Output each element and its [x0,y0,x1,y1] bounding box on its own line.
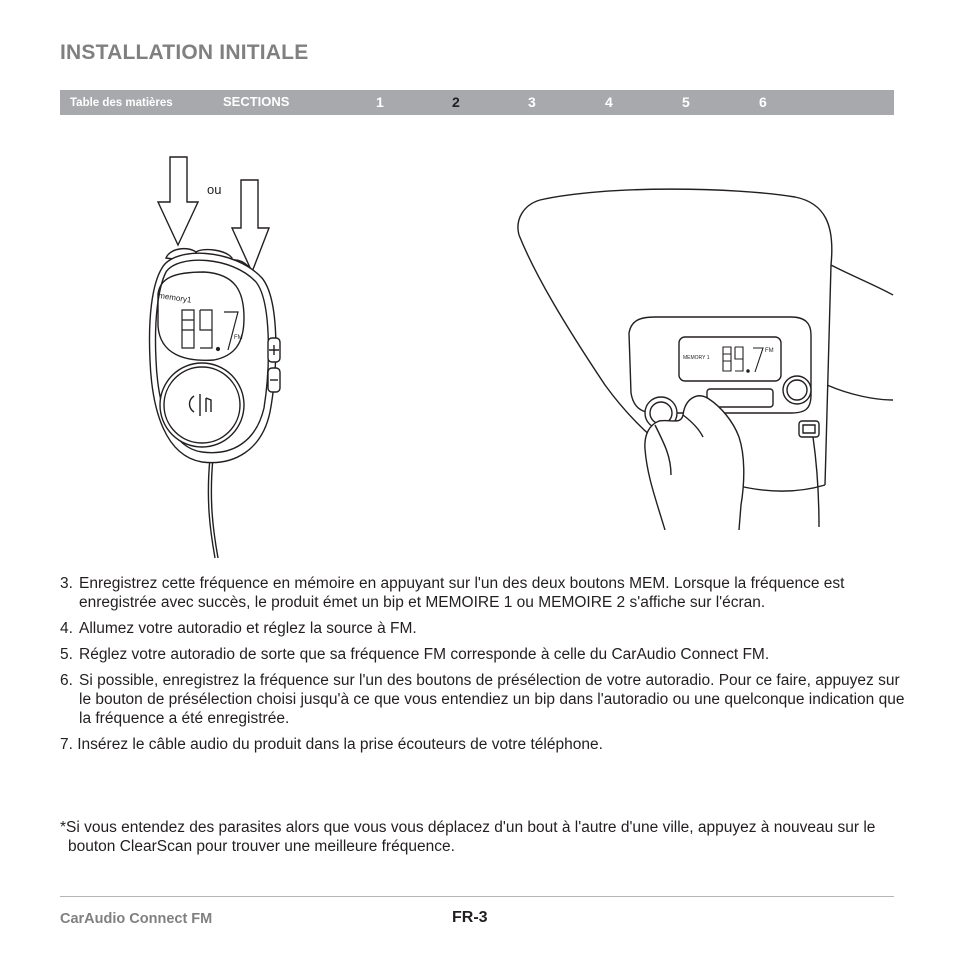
nav-section-1[interactable]: 1 [376,94,384,110]
clearscan-note: *Si vous entendez des parasites alors que vous vous déplacez d'un bout à l'autre d'une ville, appuyez à nouveau sur le bouton ClearScan pour trouver une meilleure fréquence. [60,819,876,855]
step-text: Réglez votre autoradio de sorte que sa fréquence FM corresponde à celle du CarAudio Connect FM. [79,646,770,663]
nav-section-4[interactable]: 4 [605,94,613,110]
transmitter-illustration [140,150,300,560]
footer-product-name: CarAudio Connect FM [60,911,213,927]
step-text: Si possible, enregistrez la fréquence sur l'un des boutons de présélection de votre autoradio. Pour ce faire, appuyez sur le bouton de présélection choisi jusqu'à ce que vous entendiez un bip dans l'autoradio ou une quelconque indication que la fréquence a été enregistrée. [79,672,905,727]
device-band-label: FM [234,335,243,341]
step-number: 7. [60,736,73,753]
nav-section-2[interactable]: 2 [452,94,460,110]
radio-band-label: FM [765,348,774,354]
device-memory-label: memory1 [157,291,192,305]
footer-divider [60,896,894,897]
step-3 [60,574,910,612]
step-text: Enregistrez cette fréquence en mémoire en appuyant sur l'un des deux boutons MEM. Lorsque la fréquence est enregistrée avec succès, le produit émet un bip et MEMOIRE 1 ou MEMOIRE 2 s'affiche sur l'écran. [79,575,845,611]
radio-memory-label: MEMORY 1 [683,355,710,361]
step-text: Allumez votre autoradio et réglez la source à FM. [79,620,417,637]
nav-section-5[interactable]: 5 [682,94,690,110]
car-radio-illustration [495,185,895,530]
page-title: INSTALLATION INITIALE [60,41,309,64]
step-number: 3. [60,575,73,592]
section-navbar [60,90,894,115]
press-arrow-right-icon [232,180,269,272]
step-6 [60,671,910,728]
step-number: 4. [60,620,73,637]
nav-section-3[interactable]: 3 [528,94,536,110]
step-number: 5. [60,646,73,663]
or-label: ou [207,182,222,197]
step-text: Insérez le câble audio du produit dans la prise écouteurs de votre téléphone. [77,736,603,753]
nav-sections-label: SECTIONS [223,94,290,109]
nav-section-6[interactable]: 6 [759,94,767,110]
step-5 [60,645,910,664]
press-arrow-left-icon [158,157,198,245]
footer-page-number: FR-3 [452,909,488,926]
instruction-list [60,574,910,761]
nav-table-of-contents[interactable]: Table des matières [70,97,173,109]
step-7 [60,735,910,754]
step-number: 6. [60,672,73,689]
step-4 [60,619,910,638]
